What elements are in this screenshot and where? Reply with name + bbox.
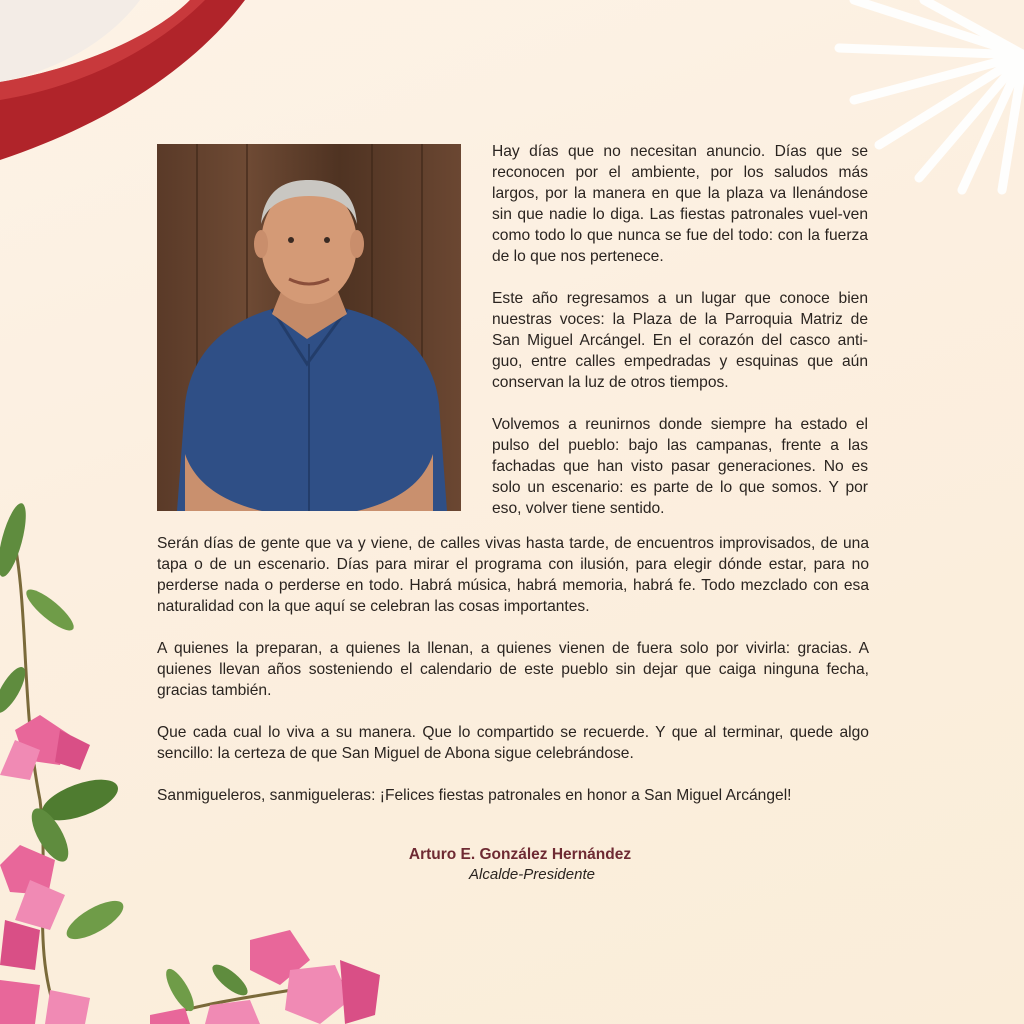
signature-block [340, 845, 700, 885]
intro-paragraph-2: Este año regresamos a un lugar que conoce bien nuestras voces: la Plaza de la Parroquia Matriz de San Miguel Arcángel. En el corazón del casco anti-guo, entre calles empedradas y esquinas que aún conservan la luz de otros tiempos. [492, 290, 868, 391]
signature-name: Arturo E. González Hernández [408, 846, 632, 863]
intro-paragraph-3: Volvemos a reunirnos donde siempre ha estado el pulso del pueblo: bajo las campanas, frente a las fachadas que han visto pasar generaciones. No es solo un escenario: es parte de lo que somos. Y por eso, volver tiene sentido. [492, 416, 868, 517]
body-paragraph-3: Que cada cual lo viva a su manera. Que lo compartido se recuerde. Y que al terminar, quede algo sencillo: la certeza de que San Miguel de Abona sigue celebrándose. [157, 724, 869, 762]
portrait-photo [157, 144, 461, 511]
bougainvillea-bottom-decoration [150, 920, 390, 1024]
signature-role: Alcalde-Presidente [469, 866, 595, 883]
intro-paragraph-1: Hay días que no necesitan anuncio. Días que se reconocen por el ambiente, por los saludos más largos, por la manera en que la plaza va llenándose sin que nadie lo diga. Las fiestas patronales vuel-ven como todo lo que nunca se fue del todo: con la fuerza de lo que nos pertenece. [492, 143, 868, 265]
body-paragraph-1: Serán días de gente que va y viene, de calles vivas hasta tarde, de encuentros improvisados, de una tapa o de un escenario. Días para mirar el programa con ilusión, para elegir dónde estar, para no perderse nada o perderse en todo. Habrá música, habrá memoria, habrá fe. Todo mezclado con esa naturalidad con la que aquí se celebran las cosas importantes. [157, 535, 869, 615]
body-text [157, 533, 869, 827]
closing-greeting: Sanmigueleros, sanmigueleras: ¡Felices fiestas patronales en honor a San Miguel Arcángel! [157, 787, 792, 804]
body-paragraph-2: A quienes la preparan, a quienes la llenan, a quienes vienen de fuera solo por vivirla: gracias. A quienes llevan años sosteniendo el calendario de este pueblo sin dejar que caiga ninguna fecha, gracias también. [157, 640, 869, 699]
bougainvillea-decoration [0, 500, 140, 1024]
intro-column [492, 141, 868, 540]
